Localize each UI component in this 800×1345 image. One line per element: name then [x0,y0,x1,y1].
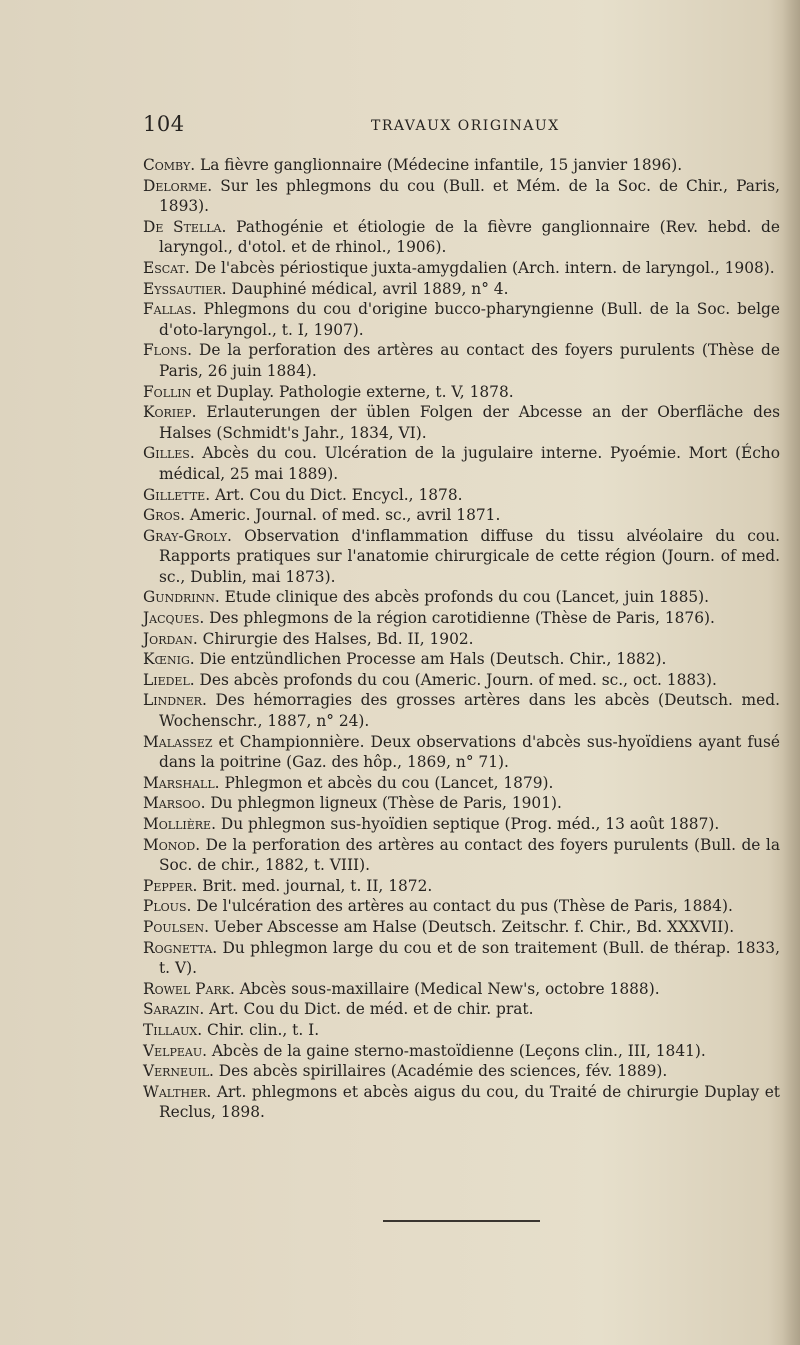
bibliography-entry [143,629,780,650]
entry-citation: . Abcès sous-maxillaire (Medical New's, octobre 1888). [229,979,660,998]
entry-citation: . Des abcès profonds du cou (Americ. Journ. of med. sc., oct. 1883). [189,670,717,689]
bibliography-entry [143,793,780,814]
bibliography-entry [143,587,780,608]
entry-citation: . Des hémorragies des grosses artères dans les abcès (Deutsch. med. Wochenschr., 1887, n° 24). [159,691,780,731]
entry-citation: . Du phlegmon ligneux (Thèse de Paris, 1901). [200,794,562,813]
bibliography-entry [143,732,780,773]
entry-citation: . Abcès de la gaine sterno-mastoïdienne (Leçons clin., III, 1841). [202,1041,706,1060]
bibliography-entry [143,176,780,217]
entry-author: Delorme [143,176,208,195]
bibliography-entry [143,279,780,300]
running-head [143,112,780,142]
entry-citation: . Die entzündlichen Processe am Hals (Deutsch. Chir., 1882). [189,650,667,669]
entry-author: Liedel [143,670,190,689]
entry-author: Follin [143,382,192,401]
bibliography-entry [143,526,780,588]
entry-author: Verneuil [143,1062,210,1081]
entry-author: Comby [143,156,191,174]
entry-citation: . Sur les phlegmons du cou (Bull. et Mém. de la Soc. de Chir., Paris, 1893). [159,176,780,216]
bibliography-entry [143,299,780,340]
entry-author: Gundrinn [143,588,215,607]
entry-author: Walther [143,1082,207,1101]
bibliography-entry [143,258,780,279]
entry-author: Kœnig [143,650,190,669]
entry-citation: . De la perforation des artères au contact des foyers purulents (Thèse de Paris, 26 juin 1884). [159,341,780,380]
entry-author: De Stella [143,217,222,236]
bibliography-entry [143,217,780,258]
entry-author: Lindner [143,691,202,710]
bibliography-entry [143,773,780,794]
bibliography-entry [143,649,780,670]
bibliography-entry [143,835,780,876]
entry-citation: . Des abcès spirillaires (Académie des sciences, fév. 1889). [209,1062,668,1081]
bibliography-list [143,155,780,1123]
entry-citation: . Americ. Journal. of med. sc., avril 1871. [180,506,501,525]
bibliography-entry [143,155,780,176]
bibliography-entry [143,999,780,1020]
bibliography-entry [143,608,780,629]
bibliography-entry [143,670,780,691]
entry-citation: . Du phlegmon large du cou et de son traitement (Bull. de thérap. 1833, t. V). [159,938,780,978]
entry-author: Malassez [143,732,213,751]
entry-citation: . Du phlegmon sus-hyoïdien septique (Prog. méd., 13 août 1887). [211,815,720,833]
bibliography-entry [143,979,780,1000]
closing-rule [383,1220,540,1222]
entry-citation: . De la perforation des artères au contact des foyers purulents (Bull. de la Soc. de chir., 1882, t. VIII). [159,835,780,875]
entry-citation: et Duplay. Pathologie externe, t. V, 1878. [191,382,514,401]
entry-citation: . Phlegmons du cou d'origine bucco-pharyngienne (Bull. de la Soc. belge d'oto-laryngol., t. I, 1907). [159,300,780,339]
entry-citation: . Dauphiné médical, avril 1889, n° 4. [221,279,509,298]
entry-citation: et Championnière. Deux observations d'abcès sus-hyoïdiens ayant fusé dans la poitrine (Gaz. des hôp., 1869, n° 71). [159,732,780,772]
running-head-title: TRAVAUX ORIGINAUX [371,118,560,134]
bibliography-entry [143,917,780,938]
entry-author: Gilles [143,444,190,463]
bibliography-entry [143,340,780,381]
entry-citation: . Abcès du cou. Ulcération de la jugulaire interne. Pyoémie. Mort (Écho médical, 25 mai 1889). [159,444,780,483]
bibliography-entry [143,876,780,897]
entry-author: Escat [143,258,185,277]
entry-author: Fallas [143,300,192,319]
entry-citation: . Erlauterungen der üblen Folgen der Abcesse an der Oberfläche des Halses (Schmidt's Jahr., 1834, VI). [159,403,780,442]
entry-citation: . Des phlegmons de la région carotidienne (Thèse de Paris, 1876). [199,609,715,628]
entry-citation: . Chirurgie des Halses, Bd. II, 1902. [192,629,474,648]
entry-author: Jacques [143,609,200,628]
entry-citation: . Phlegmon et abcès du cou (Lancet, 1879). [214,773,554,792]
bibliography-entry [143,382,780,403]
entry-author: Gros [143,506,181,525]
entry-author: Jordan [143,629,193,648]
entry-author: Flons [143,341,188,360]
entry-citation: . Chir. clin., t. I. [197,1020,320,1039]
entry-author: Marsoo [143,794,201,813]
entry-citation: . Art. phlegmons et abcès aigus du cou, du Traité de chirurgie Duplay et Reclus, 1898. [159,1082,780,1122]
bibliography-entry [143,505,780,526]
entry-author: Rognetta [143,938,213,957]
entry-citation: . Art. Cou du Dict. Encycl., 1878. [205,485,463,504]
entry-author: Sarazin [143,1000,200,1019]
bibliography-entry [143,896,780,917]
entry-author: Koriep [143,403,192,422]
bibliography-entry [143,402,780,443]
entry-author: Gray-Groly [143,526,227,545]
bibliography-entry [143,443,780,484]
bibliography-entry [143,485,780,506]
entry-author: Mollière [143,815,212,833]
entry-author: Pepper [143,876,193,895]
page-edge-shadow [782,0,800,1345]
entry-citation: . De l'abcès périostique juxta-amygdalien (Arch. intern. de laryngol., 1908). [184,258,775,277]
bibliography-entry [143,1082,780,1123]
entry-author: Eyssautier [143,279,222,298]
bibliography-entry [143,1041,780,1062]
bibliography-entry [143,1061,780,1082]
entry-author: Plous [143,897,187,916]
entry-citation: . Art. Cou du Dict. de méd. et de chir. prat. [199,1000,534,1019]
entry-author: Velpeau [143,1041,203,1060]
entry-author: Rowel Park [143,979,230,998]
entry-citation: . Etude clinique des abcès profonds du cou (Lancet, juin 1885). [214,588,710,607]
entry-citation: . Ueber Abscesse am Halse (Deutsch. Zeitschr. f. Chir., Bd. XXXVII). [204,917,735,936]
entry-author: Tillaux [143,1020,198,1039]
bibliography-entry [143,938,780,979]
entry-citation: . Pathogénie et étiologie de la fièvre ganglionnaire (Rev. hebd. de laryngol., d'otol. et de rhinol., 1906). [159,217,780,257]
entry-author: Marshall [143,773,215,792]
page-number: 104 [143,112,185,136]
bibliography-entry [143,1020,780,1041]
entry-citation: . De l'ulcération des artères au contact du pus (Thèse de Paris, 1884). [186,897,733,916]
entry-author: Gillette [143,485,206,504]
entry-citation: . Brit. med. journal, t. II, 1872. [192,876,433,895]
entry-author: Poulsen [143,917,205,936]
bibliography-entry [143,690,780,731]
entry-citation: . La fièvre ganglionnaire (Médecine infantile, 15 janvier 1896). [190,156,683,174]
entry-author: Monod [143,835,196,854]
entry-citation: . Observation d'inflammation diffuse du tissu alvéolaire du cou. Rapports pratiques sur l'anatomie chirurgicale de cette région (Journ. of med. sc., Dublin, mai 1873). [159,526,780,586]
bibliography-entry [143,814,780,835]
